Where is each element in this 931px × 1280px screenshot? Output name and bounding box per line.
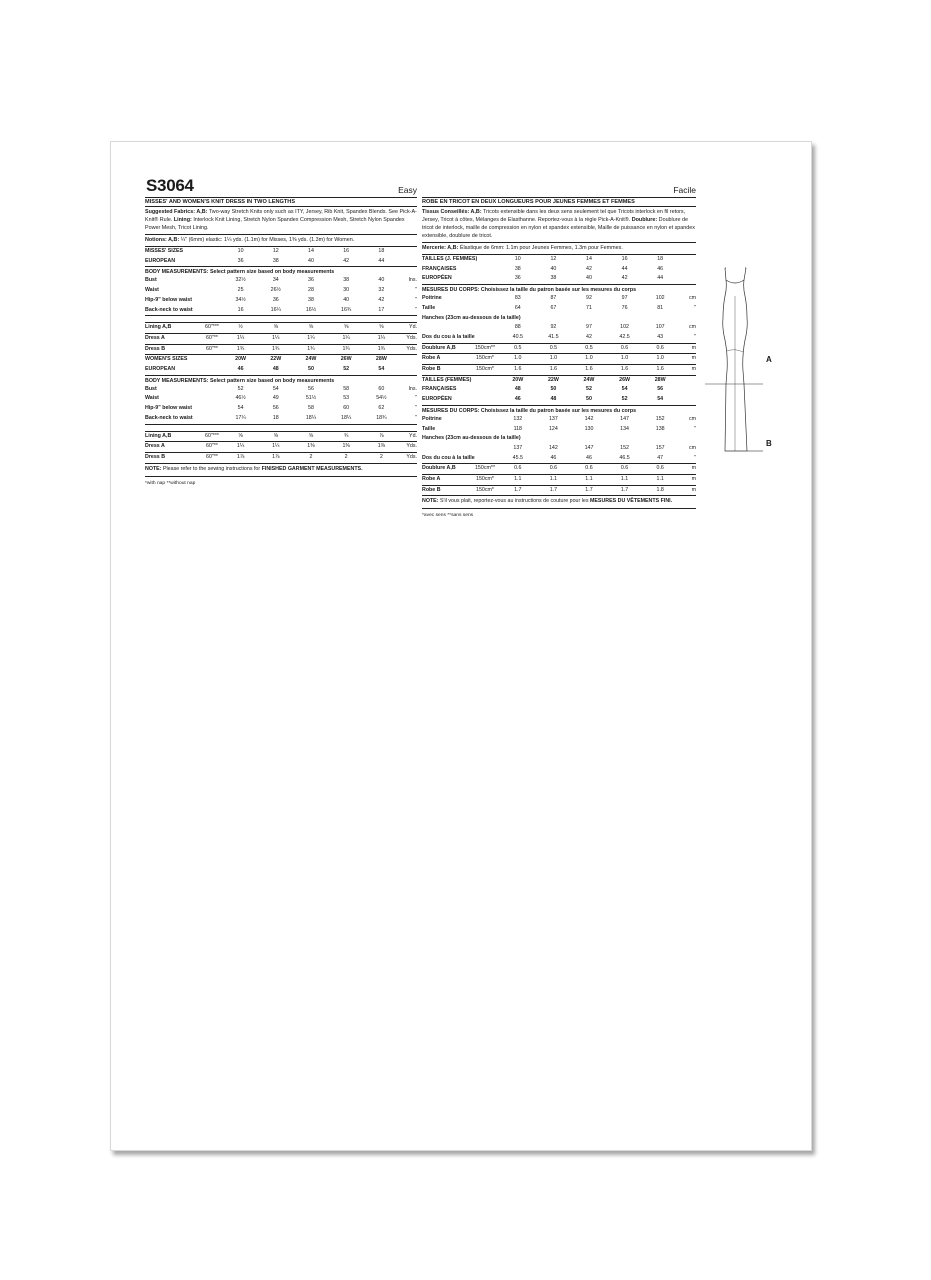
note-en: NOTE: Please refer to the sewing instructions for FINISHED GARMENT MEASUREMENTS. [145, 464, 417, 477]
difficulty-en: Easy [398, 185, 417, 195]
french-header [422, 175, 696, 198]
pattern-envelope-back [110, 141, 812, 1151]
body-measurements-heading-fr: MESURES DU CORPS: Choisissez la taille du patron basée sur les mesures du corps [422, 287, 637, 294]
footnote-fr: *avec sens **sans sens [422, 513, 474, 519]
fabrics-fr: Tissus Conseillés: A,B: Tricots extensible dans les deux sens seulement tel que Tricots interlock en fil retors, Jersey, Tricot à côtes, Mélanges de Elasthanne. Reportez-vous à la règle Pick-A-Knit®. Doublure: Doublure de tricot de interlock, maille de compression en nylon et spandex extensible, Maille de puissance en nylon et spandex extensible, doublure de tricot. [422, 207, 696, 243]
title-en: MISSES' AND WOMEN'S KNIT DRESS IN TWO LENGTHS [145, 198, 417, 207]
title-fr: ROBE EN TRICOT EN DEUX LONGUEURS POUR JEUNES FEMMES ET FEMMES [422, 198, 696, 207]
misses-size-table: MISSES' SIZES 10 12 14 16 18 EUROPEAN 36 38 40 42 44 [145, 247, 417, 267]
women-body-table-fr: Poitrine 132 137 142 147 152 cm Taille 118 124 130 134 138 " Hanches (23cm au-dessous de la taille) 137 142 147 152 157 cm Dos du cou à la taille 45.5 46 46 46.5 47 " Doublure A,B 150cm** 0.6 0.6 0.6 0.6 0.6 m Robe A 150cm* 1.1 1.1 1.1 1.1 1.1 m Robe B 150cm* 1.7 1.7 1.7 1.7 1.8 m [422, 415, 696, 497]
note-fr: NOTE: S'il vous plait, reportez-vous au instructions de couture pour les MESURES DU VÊTEMENTS FINI. [422, 496, 696, 509]
body-measurements-heading-en-women: BODY MEASUREMENTS: Select pattern size based on body measurements [145, 377, 335, 384]
french-column [422, 175, 696, 518]
women-size-table-fr: TAILLES (FEMMES) 20W 22W 24W 26W 28W FRANÇAISES 48 50 52 54 56 EUROPÉEN 46 48 50 52 54 [422, 375, 696, 406]
body-measurements-heading-fr-women: MESURES DU CORPS: Choisissez la taille du patron basée sur les mesures du corps [422, 407, 637, 414]
notions-fr: Mercerie: A,B: Élastique de 6mm: 1.1m pour Jeunes Femmes, 1.3m pour Femmes. [422, 243, 696, 255]
body-measurements-heading-en: BODY MEASUREMENTS: Select pattern size based on body measurements [145, 269, 335, 276]
view-a-label: A [766, 355, 772, 364]
english-header [145, 175, 417, 198]
view-b-label: B [766, 439, 772, 448]
misses-body-table-fr: Poitrine 83 87 92 97 102 cm Taille 64 67 71 76 81 " Hanches (23cm au-dessous de la taille) 88 92 97 102 107 cm Dos du cou à la taille 40.5 41.5 42 42.5 43 " Doublure A,B 150cm** 0.5 0.5 0.5 0.6 0.6 m Robe A 150cm* 1.0 1.0 1.0 1.0 1.0 m Robe B 150cm* 1.6 1.6 1.6 1.6 1.6 m [422, 295, 696, 373]
footnote-en: *with nap **without nap [145, 480, 196, 486]
misses-size-table-fr: TAILLES (J. FEMMES) 10 12 14 16 18 FRANÇAISES 38 40 42 44 46 EUROPÉEN 36 38 40 42 44 [422, 255, 696, 285]
fabrics-en: Suggested Fabrics: A,B: Two-way Stretch Knits only such as ITY, Jersey, Rib Knit, Spandex Blends. See Pick-A-Knit® Rule. Lining: Interlock Knit Lining, Stretch Nylon Spandex Compression Mesh, Stretch Nylon Spandex Power Mesh, Tricot Lining. [145, 207, 417, 235]
difficulty-fr: Facile [673, 185, 696, 195]
notions-en: Notions: A,B: ¼" (6mm) elastic: 1¼ yds. (1.1m) for Misses, 1⅜ yds. (1.3m) for Women. [145, 235, 417, 247]
dress-back-illustration [705, 266, 785, 456]
women-size-table: WOMEN'S SIZES 20W 22W 24W 26W 28W EUROPEAN 46 48 50 52 54 [145, 354, 417, 375]
misses-body-table: Bust 32½ 34 36 38 40 Ins. Waist 25 26½ 28 30 32 " Hip-9" below waist 34½ 36 38 40 42 " Back-neck to waist 16 16¼ 16½ 16¾ 17 " Lining A,B 60"*** ½ ⅝ ⅝ ⅝ ⅝ Yd. Dress A 60"** 1¼ 1¼ 1¼ 1¼ 1¼ Yds. Dress B 60"** 1¾ 1¾ 1¾ 1¾ 1¾ Yds. [145, 277, 417, 352]
women-body-table: Bust 52 54 56 58 60 Ins. Waist 46½ 49 51½ 53 54½ " Hip-9" below waist 54 56 58 60 62 " Back-neck to waist 17¼ 18 18¼ 18¼ 18¾ " Lining A,B 60"*** ⅝ ⅝ ⅝ ¾ ⅞ Yd. Dress A 60"** 1¼ 1¼ 1⅜ 1⅜ 1⅜ Yds. Dress B 60"** 1⅞ 1⅞ 2 2 2 Yds. [145, 385, 417, 464]
pattern-code: S3064 [146, 176, 194, 195]
english-column [145, 175, 417, 486]
